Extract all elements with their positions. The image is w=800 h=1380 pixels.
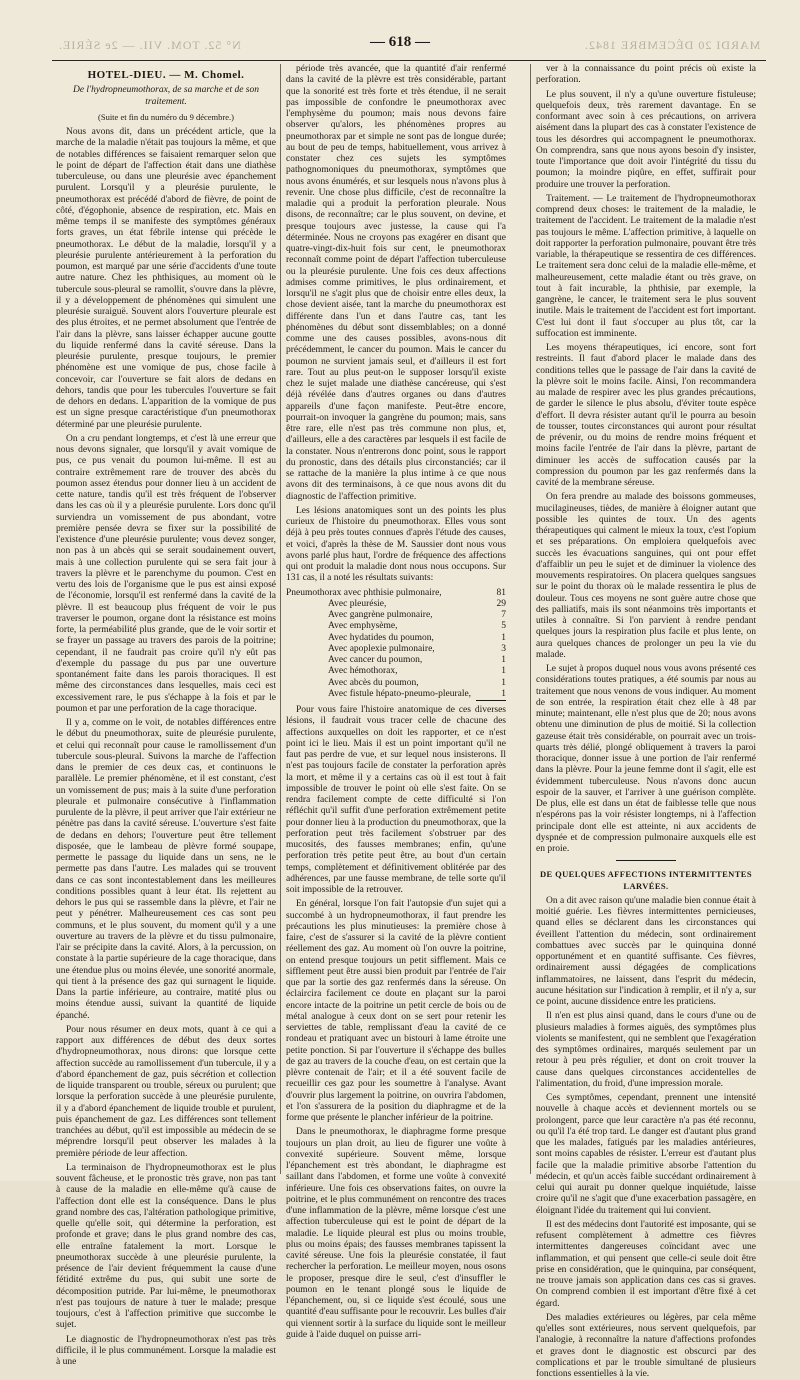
bleed-through-text-left: N° 52. TOM. VII. — 2e SÉRIE. — [58, 38, 241, 52]
stat-value: 5 — [501, 621, 506, 632]
paragraph: On fera prendre au malade des boissons gommeuses, mucilagineuses, tièdes, de manière à éloigner autant que possible les quintes de toux. Un des agents thérapeutiques qui calment le mieux la toux, c'est l'opium et ses préparations. On emploiera quelquefois avec succès les évacuations sanguines, qui ont pour effet d'affaiblir un peu le sujet et de diminuer la violence des mouvements respiratoires. On placera quelques sangsues sur le point du thorax où le malade ressentira le plus de douleur. Tous ces moyens ne sont guère autre chose que des palliatifs, mais ils sont néanmoins très importants et utiles à connaître. Si l'on parvient à rendre pendant quelques jours la respiration plus facile et plus lente, on aura quelques chances de prolonger un peu la vie du malade. — [536, 492, 756, 660]
statistics-table — [286, 588, 506, 702]
stat-value: 1 — [501, 688, 506, 699]
stat-row — [286, 621, 506, 632]
paragraph: La terminaison de l'hydropneumothorax est le plus souvent fâcheuse, et le pronostic très grave, non pas tant à cause de la maladie en elle-même qu'à cause de l'affection dont elle est la conséquence. Dans le plus grand nombre des cas, l'altération pathologique primitive, quelle qu'elle soit, qui détermine la perforation, est profonde et grave; dans le plus grand nombre des cas, elle entraîne fatalement la mort. Lorsque le pneumothorax succède à une pleurésie purulente, la présence de l'air devient fréquemment la cause d'une fétidité extrême du pus, qui subit une sorte de décomposition putride. Par lui-même, le pneumothorax n'est pas toujours de nature à tuer le malade; presque toujours, c'est à l'affection primitive que succombe le sujet. — [56, 1162, 276, 1331]
stat-label: Pneumothorax avec phthisie pulmonaire, — [286, 587, 442, 598]
stat-row — [286, 599, 506, 610]
stat-row — [286, 610, 506, 621]
stat-row — [286, 655, 506, 666]
paragraph: Il est des médecins dont l'autorité est imposante, qui se refusent complètement à admettre ces fièvres intermittentes dangereuses coïncidant avec une inflammation, et qui pensent que celle-ci seule doit être prise en considération, que le quinquina, par conséquent, ne trouve jamais son application dans ces cas si graves. On comprend combien il est important d'être fixé à cet égard. — [536, 1219, 756, 1309]
stat-label: Avec gangrène pulmonaire, — [328, 610, 433, 620]
stat-label: Avec abcès du poumon, — [328, 677, 419, 688]
paragraph: On a dit avec raison qu'une maladie bien connue était à moitié guérie. Les fièvres intermittentes pernicieuses, quand elles se déclarent dans les circonstances qui éveillent l'attention du médecin, sont ordinairement combattues avec succès par le quinquina donné opportunément et en quantité suffisante. Ces fièvres, ordinairement aussi dégagées de complications inflammatoires, ne laissent, dans l'esprit du médecin, aucune hésitation sur l'indication à remplir, et il n'y a, sur ce point, aucune dissidence entre les praticiens. — [536, 895, 756, 1007]
header-rule — [52, 60, 766, 61]
paragraph: Pour nous résumer en deux mots, quant à ce qui a rapport aux différences de début des deux sortes d'hydropneumothorax, nous dirons: que lorsque cette affection succède au ramollissement d'un tubercule, il y a d'abord épanchement de gaz, puis sécrétion et collection de liquide transparent ou trouble, séreux ou purulent; que lorsque la perforation succède à une pleurésie purulente, il y a d'abord épanchement de liquide trouble et purulent, puis épanchement de gaz. Les différences sont tellement tranchées au début, qu'il est impossible au médecin de se méprendre lorsqu'il peut observer les malades à la première période de leur affection. — [56, 1024, 276, 1159]
stat-label: Avec pleurésie, — [328, 598, 387, 609]
stat-row — [286, 678, 506, 689]
paragraph: Pour vous faire l'histoire anatomique de ces diverses lésions, il faudrait vous tracer celle de chacune des affections auxquelles on doit les rapporter, et ce n'est point ici le lieu. Mais il est un point important qu'il ne faut pas perdre de vue, et sur lequel nous insisterons. Il n'est pas toujours facile de constater la perforation après la mort, et même il y a certains cas où il est tout à fait impossible de trouver le point où elle s'est faite. On se rendra facilement compte de cette difficulté si l'on réfléchit qu'il suffit d'une perforation extrêmement petite pour donner lieu à la production du pneumothorax, que la perforation peut très facilement s'obstruer par des mucosités, des fausses membranes; enfin, qu'une perforation très petite peut être, au bout d'un certain temps, complètement et définitivement oblitérée par des adhérences, par une fausse membrane, de telle sorte qu'il soit impossible de la retrouver. — [286, 705, 506, 895]
stat-value: 29 — [496, 598, 506, 609]
paragraph: Le diagnostic de l'hydropneumothorax n'est pas très difficile, il le plus communément. Lorsque la maladie est à une — [56, 1334, 276, 1367]
stat-label: Avec hémothorax, — [328, 666, 398, 677]
paragraph: En général, lorsque l'on fait l'autopsie d'un sujet qui a succombé à un hydropneumothorax, il faut prendre les précautions les plus minutieuses: la première chose à faire, c'est de s'assurer si la cavité de la plèvre contient réellement des gaz. Au moment où l'on ouvre la poitrine, on entend presque toujours un petit sifflement. Mais ce sifflement peut être aussi bien produit par l'entrée de l'air que par la sortie des gaz renfermés dans la séreuse. On éclaircira facilement ce doute en plaçant sur la paroi encore intacte de la poitrine un petit cercle de bois ou de métal analogue à ceux dont on se sert pour retenir les serviettes de table, remplissant d'eau la cavité de ce rondeau et pratiquant avec un bistouri à lame étroite une petite ponction. Si par l'ouverture il s'échappe des bulles de gaz au travers de la couche d'eau, on est certain que la plèvre contenait de l'air; et il a été souvent facile de recueillir ces gaz pour les soumettre à l'analyse. Avant d'ouvrir plus largement la poitrine, on ouvrira l'abdomen, et l'on s'assurera de la position du diaphragme et de la forme que présente le plancher inférieur de la poitrine. — [286, 899, 506, 1123]
paragraph: Il n'en est plus ainsi quand, dans le cours d'une ou de plusieurs maladies à formes aiguës, des symptômes plus violents se manifestent, qui ne semblent que l'exagération des symptômes ordinaires, marqués seulement par un retour à peu près régulier, et dont on croit trouver la cause dans quelques circonstances accidentelles de l'alimentation, du froid, d'une impression morale. — [536, 1011, 756, 1089]
section-divider — [616, 860, 676, 861]
bleed-through-text-right: MARDI 20 DÉCEMBRE 1842. — [583, 38, 760, 52]
paragraph: Ces symptômes, cependant, prennent une intensité nouvelle à chaque accès et deviennent mortels ou se prolongent, parce que leur caractère n'a pas été reconnu, ou qu'il l'a été trop tard. Le danger est d'autant plus grand que les malades, fatigués par les maladies antérieures, sont moins capables de résister. L'erreur est d'autant plus facile que la maladie primitive absorbe l'attention du médecin, et qu'un accès faible succédant ordinairement à celui qui aurait pu donner quelque inquiétude, laisse croire qu'il ne s'agit que d'une exacerbation passagère, en éloignant l'idée du traitement qui lui convient. — [536, 1093, 756, 1216]
stat-value: 7 — [501, 610, 506, 620]
stat-row — [286, 666, 506, 677]
page-number: — 618 — — [370, 34, 430, 50]
stat-label: Avec hydatides du poumon, — [328, 632, 434, 643]
paragraph: période très avancée, que la quantité d'air renfermé dans la cavité de la plèvre est très considérable, partant que la sonorité est très forte et très étendue, il ne serait pas impossible de confondre le pneumothorax avec l'emphysème du poumon; mais nous devons faire observer qu'alors, les phénomènes propres au pneumothorax par et simple ne sont pas de longue durée; au bout de peu de temps, habituellement, vous arrivez à constater chez ces sujets les symptômes pathognomoniques du pneumothorax, symptômes que nous avons énumérés, et sur lesquels nous n'avons plus à revenir. Une chose plus difficile, c'est de reconnaître la maladie qui a produit la perforation pleurale. Nous disons, de reconnaître; car le plus souvent, on devine, et presque toujours avec justesse, la cause qui l'a déterminée. Nous ne croyons pas exagérer en disant que quatre-vingt-dix-huit fois sur cent, le pneumothorax reconnaît comme point de départ l'affection tuberculeuse ou la pleurésie purulente. Une fois ces deux affections admises comme primitives, le plus ordinairement, et lorsqu'il ne s'agit plus que de choisir entre elles deux, la chose devient aisée, tant la marche du pneumothorax est différente dans l'un et dans l'autre cas, tant les phénomènes du début sont dissemblables; on a donné comme une des causes possibles, avons-nous dit précédemment, le cancer du poumon. Mais le cancer du poumon ne survient jamais seul, et d'ailleurs il est fort rare. Tout au plus peut-on le supposer lorsqu'il existe chez le sujet malade une diathèse cancéreuse, qui s'est déjà révélée dans d'autres organes ou dans d'autres appareils d'une façon manifeste. Peut-être encore, pourrait-on invoquer la gangrène du poumon; mais, sans être rare, elle n'est pas très commune non plus, et, d'ailleurs, elle a des caractères par lesquels il est facile de la constater. Nous n'entrerons donc point, sous le rapport du pronostic, dans des détails plus circonstanciés; car il se rattache de la manière la plus intime à ce que nous avons dit des terminaisons, à ce que nous avons dit du diagnostic de l'affection primitive. — [286, 64, 506, 502]
column-2 — [286, 64, 506, 1340]
paragraph: Les lésions anatomiques sont un des points les plus curieux de l'histoire du pneumothorax. Elles vous sont déjà à peu près toutes connues d'après l'étude des causes, et voici, d'après la thèse de M. Saussier dont nous vous avons parlé plus haut, l'ordre de fréquence des affections qui ont produit la maladie dont nous nous occupons. Sur 131 cas, il a noté les résultats suivants: — [286, 505, 506, 584]
paragraph: On a cru pendant longtemps, et c'est là une erreur que nous devons signaler, que lorsqu'il y avait vomique de pus, ce pus venait du poumon lui-même. Il est au contraire extrêmement rare de trouver des abcès du poumon assez étendus pour donner lieu à un accident de cette nature, tandis qu'il est très fréquent de l'observer dans les cas où il y a pleurésie purulente. Lors donc qu'il surviendra un vomissement de pus abondant, votre première pensée devra se fixer sur la possibilité de l'existence d'une pleurésie purulente; vous devez songer, non pas à un abcès qui se serait soudainement ouvert, mais à une collection purulente qui se sera fait jour à travers la plèvre et le parenchyme du poumon. C'est en vertu des lois de l'organisme que le pus est ainsi exposé de l'économie, lorsqu'il est renfermé dans la cavité de la plèvre. Il est beaucoup plus fréquent de voir le pus traverser le poumon, organe dont la résistance est moins forte, la perméabilité plus grande, que de le voir sortir et se frayer un passage au travers des parois de la poitrine; cependant, il ne faudrait pas croire qu'il n'y eût pas d'exemple du passage du pus par une ouverture spontanément faite dans les parois thoraciques. Il est même des circonstances dans lesquelles, mais ceci est excessivement rare, le pus s'échappe à la fois et par le poumon et par une perforation de la cage thoracique. — [56, 433, 276, 714]
column-separator — [530, 64, 531, 1174]
stat-label: Avec cancer du poumon, — [328, 655, 423, 665]
paragraph: Des maladies extérieures ou légères, par cela même qu'elles sont extérieures, nous servent quelquefois, par l'analogie, à reconnaître la nature d'affections profondes et graves dont le diagnostic est obscurci par des complications et par le trouble simultané de plusieurs fonctions essentielles à la vie. — [536, 1312, 756, 1379]
paragraph: Traitement. — Le traitement de l'hydropneumothorax comprend deux choses: le traitement de la maladie, le traitement de l'accident. Le traitement de la maladie n'est pas toujours le même. L'affection primitive, à laquelle on doit rapporter la perforation pulmonaire, pouvant être très variable, la thérapeutique se ressentira de ces différences. Le traitement sera donc celui de la maladie elle-même, et malheureusement, cette maladie étant ou très grave, on tout à fait incurable, la phthisie, par exemple, la gangrène, le cancer, le traitement sera le plus souvent inutile. Mais le traitement de l'accident est fort important. C'est lui dont il faut s'occuper au plus tôt, car la suffocation est imminente. — [536, 193, 756, 339]
stat-row — [286, 689, 506, 700]
paragraph: Le sujet à propos duquel nous vous avons présenté ces considérations toutes pratiques, a été soumis par nous au traitement que nous venons de vous indiquer. Au moment de son entrée, la respiration était chez elle à 48 par minute; maintenant, elle n'est plus que de 20; nous avons obtenu une diminution de plus de moitié. Si la collection gazeuse était très considérable, on pourrait avec un trois-quarts très délié, plongé obliquement à travers la paroi thoracique, donner issue à une portion de l'air renfermé dans la plèvre. Pour la jeune femme dont il s'agit, elle est évidemment tuberculeuse. Nous n'avons donc aucun espoir de la sauver, et l'arriver à une guérison complète. De plus, elle est dans un état de faiblesse telle que nous n'espérons pas la voir résister longtemps, ni à l'affection principale dont elle est atteinte, ni aux accidents de dyspnée et de compression pulmonaire auxquels elle est en proie. — [536, 664, 756, 854]
column-3 — [536, 64, 756, 1379]
stat-value: 81 — [496, 587, 506, 598]
column-1 — [56, 64, 276, 1367]
article-title: HOTEL-DIEU. — M. Chomel. — [87, 69, 245, 81]
stat-row — [286, 633, 506, 644]
stat-value: 3 — [501, 643, 506, 654]
paragraph: ver à la connaissance du point précis où existe la perforation. — [536, 64, 756, 86]
stat-value: 1 — [501, 666, 506, 677]
stat-value: 1 — [501, 655, 506, 665]
stat-value: 1 — [501, 632, 506, 643]
page-header — [0, 34, 800, 56]
column-separator — [280, 64, 281, 1174]
paragraph: Dans le pneumothorax, le diaphragme forme presque toujours un plan droit, au lieu de figurer une voûte à convexité supérieure. Souvent même, lorsque l'épanchement est très abondant, le diaphragme est saillant dans l'abdomen, et forme une voûte à convexité inférieure. Une fois ces observations faites, on ouvre la poitrine, et le plus communément on rencontre des traces d'une inflammation de la plèvre, même lorsque c'est une affection tuberculeuse qui est le point de départ de la maladie. Le liquide pleural est plus ou moins trouble, plus ou moins épais; des fausses membranes tapissent la cavité séreuse. Une fois la pleurésie constatée, il faut rechercher la perforation. Le meilleur moyen, nous osons le proposer, presque dire le seul, c'est d'insuffler le poumon en le tenant plongé sous le liquide de l'épanchement, ou, si ce liquide s'est écoulé, sous une quantité d'eau suffisante pour le recouvrir. Les bulles d'air qui viennent sortir à la surface du liquide sont le meilleur guide à l'aide duquel on puisse arri- — [286, 1127, 506, 1340]
paragraph: Nous avons dit, dans un précédent article, que la marche de la maladie n'était pas toujours la même, et que de notables différences se faisaient remarquer selon que le point de départ de l'affection était dans une diathèse tuberculeuse, ou dans une pleurésie avec épanchement purulent. Lorsqu'il y a pleurésie purulente, le pneumothorax est précédé d'abord de fièvre, de point de côté, d'égophonie, absence de respiration, etc. Mais en même temps il se manifeste des symptômes généraux forts graves, un état fébrile intense qui précède le pneumothorax. Le début de la maladie, lorsqu'il y a pleurésie purulente antérieurement à la perforation du poumon, est marqué par une série d'accidents d'une toute autre nature. Chez les phthisiques, au moment où le tubercule sous-pleural se ramollit, s'ouvre dans la plèvre, il y a développement de phénomènes qui simulent une pleurésie suraiguë. Souvent alors l'ouverture pleurale est des plus étroites, et ne permet absolument que l'entrée de l'air dans la plèvre, sans laisser échapper aucune goutte du liquide renfermé dans la cavité séreuse. Dans la pleurésie purulente, presque toujours, le premier phénomène est une vomique de pus, chose facile à concevoir, car l'ouverture se fait alors de dedans en dehors, tandis que pour les tubercules l'ouverture se fait de dehors en dedans. L'apparition de la vomique de pus est un signe presque caractéristique d'un pneumothorax déterminé par une pleurésie purulente. — [56, 127, 276, 430]
stat-label: Avec fistule hépato-pneumo-pleurale, — [328, 688, 472, 699]
article-subtitle: De l'hydropneumothorax, de sa marche et de son traitement. — [72, 85, 259, 107]
stat-row — [286, 644, 506, 655]
stat-value: 1 — [501, 677, 506, 688]
stat-label: Avec emphysème, — [328, 621, 398, 632]
paragraph: Les moyens thérapeutiques, ici encore, sont fort restreints. Il faut d'abord placer le malade dans des conditions telles que le passage de l'air dans la cavité de la plèvre soit le moins facile. Ainsi, l'on recommandera au malade de respirer avec les plus grandes précautions, de garder le silence le plus absolu, d'éviter toute espèce d'effort. Il devra résister autant qu'il le pourra au besoin de tousser, toutes circonstances qui auront pour résultat de prévenir, ou du moins de rendre moins fréquent et moins facile l'entrée de l'air dans la plèvre, partant de diminuer les accès de suffocation causés par la compression du poumon par les gaz renfermés dans la cavité de la membrane séreuse. — [536, 343, 756, 488]
article-continuation-note: (Suite et fin du numéro du 9 décembre.) — [98, 111, 234, 122]
paragraph: Il y a, comme on le voit, de notables différences entre le début du pneumothorax, suite de pleurésie purulente, et celui qui reconnaît pour cause le ramollissement d'un tubercule sous-pleural. Suivons la marche de l'affection dans le premier de ces deux cas, et continuons le parallèle. Le premier phénomène, et il est constant, c'est un vomissement de pus; mais à la suite d'une perforation pleurale et pulmonaire consécutive à l'inflammation purulente de la plèvre, il peut arriver que l'air extérieur ne pénètre pas dans la cavité séreuse. L'ouverture s'est faite de dedans en dehors; l'ouverture peut être tellement disposée, que le lambeau de plèvre formé soupape, permette le passage du liquide dans un sens, ne le permette pas dans l'autre. Les malades qui se trouvent dans ce cas sont incontestablement dans les meilleures conditions possibles quant à leur état. Ils rejettent au dehors le pus qui se rassemble dans la plèvre, et l'air ne peut y pénétrer. Malheureusement ces cas sont peu communs, et le plus souvent, du moment qu'il y a une ouverture au travers de la plèvre et du tissu pulmonaire, l'air se précipite dans la cavité. Alors, à la percussion, on constate à la partie supérieure de la cage thoracique, dans une étendue plus ou moins élevée, une sonorité anormale, qui tient à la présence des gaz qui surnagent le liquide. Dans la partie inférieure, au contraire, matité plus ou moins étendue aussi, suivant la quantité de liquide épanché. — [56, 718, 276, 1021]
total-rule — [476, 700, 506, 701]
section-title: DE QUELQUES AFFECTIONS INTERMITTENTES LARVÉES. — [539, 869, 752, 891]
stat-label: Avec apoplexie pulmonaire, — [328, 643, 435, 654]
stat-row — [286, 588, 506, 599]
paragraph: Le plus souvent, il n'y a qu'une ouverture fistuleuse; quelquefois deux, très rarement davantage. En se conformant avec soin à ces précautions, on arrivera aisément dans la plupart des cas à constater l'existence de tous les désordres qui accompagnent le pneumothorax. On comprendra, sans que nous ayons besoin d'y insister, toute l'importance que doit avoir l'intégrité du tissu du poumon; la moindre piqûre, en effet, suffirait pour produire une trouver la perforation. — [536, 89, 756, 190]
